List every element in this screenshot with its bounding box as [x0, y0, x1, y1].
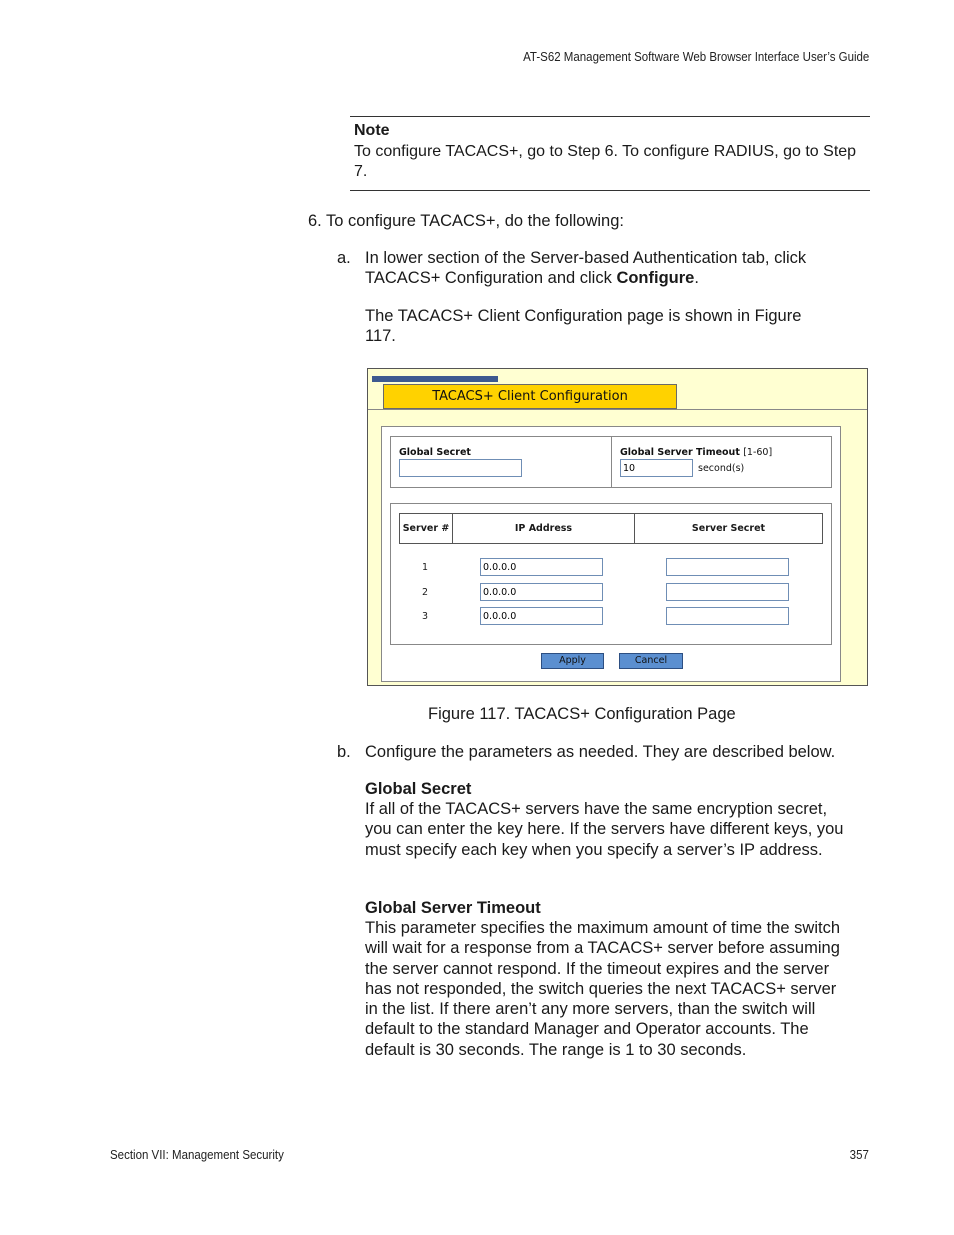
servers-box — [390, 503, 832, 645]
server-row-2-secret-input[interactable] — [666, 583, 789, 601]
global-secret-body: If all of the TACACS+ servers have the same encryption secret, you can enter the key here. If the servers have different keys, you must specify each key when you specify a server’s IP address. — [365, 800, 844, 859]
step-a-bold: Configure — [616, 269, 695, 288]
tacacs-screenshot — [367, 368, 868, 686]
step-a-text — [365, 248, 845, 289]
col-server-secret: Server Secret — [635, 514, 823, 544]
global-divider — [611, 437, 612, 487]
cancel-button[interactable]: Cancel — [619, 653, 683, 669]
timeout-input[interactable] — [620, 459, 693, 477]
server-row-1-num: 1 — [422, 562, 429, 573]
global-secret-label: Global Secret — [399, 447, 471, 458]
server-row-2-num: 2 — [422, 587, 429, 598]
server-row-1-secret-input[interactable] — [666, 558, 789, 576]
servers-header-row — [400, 514, 823, 544]
config-panel — [381, 426, 841, 682]
footer-section: Section VII: Management Security — [110, 1148, 284, 1162]
step-a-para2: The TACACS+ Client Configuration page is shown in Figure 117. — [365, 307, 802, 346]
server-row-3-num: 3 — [422, 611, 429, 622]
server-row-1-ip-input[interactable] — [480, 558, 603, 576]
global-timeout-heading: Global Server Timeout — [365, 899, 541, 917]
global-secret-input[interactable] — [399, 459, 522, 477]
step-b-text: Configure the parameters as needed. They are described below. — [365, 743, 836, 761]
servers-table — [399, 513, 823, 544]
step-b-marker: b. — [337, 743, 351, 761]
note-title: Note — [354, 122, 390, 139]
server-row-2-ip-input[interactable] — [480, 583, 603, 601]
global-timeout-body: This parameter specifies the maximum amount of time the switch will wait for a response from a TACACS+ server before assuming the server cannot respond. If the timeout expires and the server has not responded, the switch queries the next TACACS+ server in the list. If there aren’t any more servers, than the switch will default to the standard Manager and Operator accounts. The default is 30 seconds. The range is 1 to 30 seconds. — [365, 919, 841, 1059]
footer-page-number: 357 — [849, 1148, 869, 1162]
note-body: To configure TACACS+, go to Step 6. To configure RADIUS, go to Step 7. — [354, 143, 857, 180]
tab-bar-line — [368, 409, 867, 410]
col-server-num: Server # — [400, 514, 453, 544]
timeout-label-text: Global Server Timeout — [620, 447, 740, 458]
tab-tacacs-client-configuration[interactable]: TACACS+ Client Configuration — [383, 384, 677, 409]
step-6-text: 6. To configure TACACS+, do the following: — [308, 212, 624, 230]
tab-accent-bar — [372, 376, 498, 382]
server-row-3-ip-input[interactable] — [480, 607, 603, 625]
timeout-label — [620, 447, 772, 458]
note-box — [350, 116, 870, 191]
step-a-text-post: . — [694, 269, 699, 288]
figure-caption: Figure 117. TACACS+ Configuration Page — [428, 705, 736, 723]
col-ip-address: IP Address — [453, 514, 635, 544]
server-row-3-secret-input[interactable] — [666, 607, 789, 625]
step-a-text-pre: In lower section of the Server-based Authentication tab, click TACACS+ Configuration and click — [365, 249, 807, 288]
step-a-marker: a. — [337, 249, 351, 267]
apply-button[interactable]: Apply — [541, 653, 604, 669]
global-settings-box — [390, 436, 832, 488]
timeout-range: [1-60] — [743, 447, 773, 458]
timeout-unit: second(s) — [698, 463, 745, 474]
running-header: AT-S62 Management Software Web Browser Interface User’s Guide — [522, 50, 869, 64]
global-secret-heading: Global Secret — [365, 780, 472, 798]
